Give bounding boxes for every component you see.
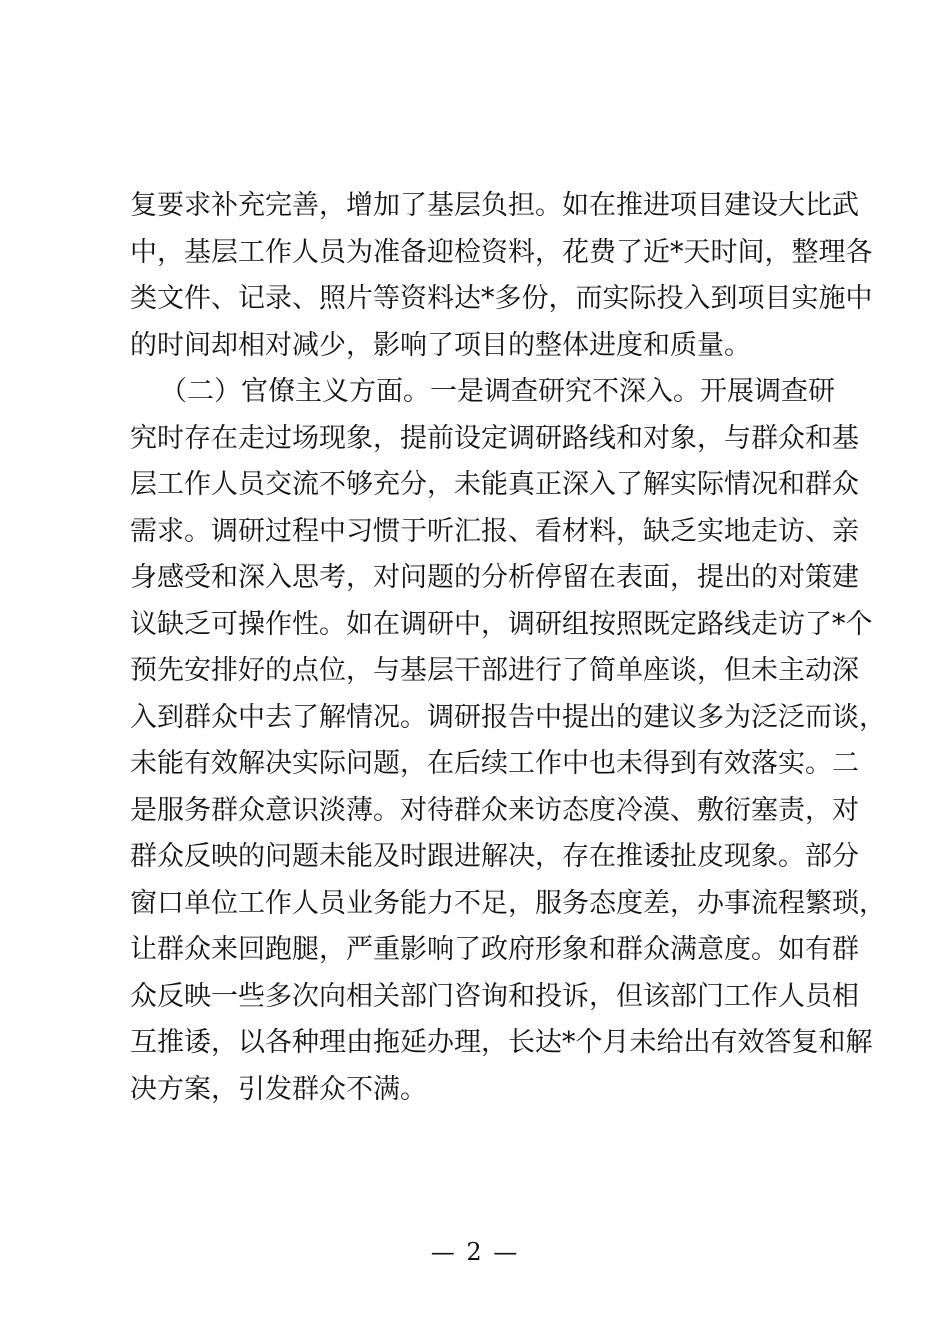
text-line: 未能有效解决实际问题，在后续工作中也未得到有效落实。二 <box>130 748 859 779</box>
text-line: 议缺乏可操作性。如在调研中，调研组按照既定路线走访了*个 <box>130 608 873 640</box>
text-line: 类文件、记录、照片等资料达*多份，而实际投入到项目实施中 <box>130 283 873 314</box>
text-line: 身感受和深入思考，对问题的分析停留在表面，提出的对策建 <box>130 562 859 593</box>
text-line: 互推诿，以各种理由拖延办理，长达*个月未给出有效答复和解 <box>130 1027 873 1058</box>
text-line: 预先安排好的点位，与基层干部进行了简单座谈，但未主动深 <box>130 655 859 686</box>
text-line: 窗口单位工作人员业务能力不足，服务态度差，办事流程繁琐， <box>130 887 886 919</box>
text-line: （二）官僚主义方面。一是调查研究不深入。开展调查研 <box>160 376 835 407</box>
body-text <box>130 183 886 1113</box>
text-line: 是服务群众意识淡薄。对待群众来访态度冷漠、敷衍塞责，对 <box>130 794 859 826</box>
text-line: 决方案，引发群众不满。 <box>130 1073 427 1105</box>
text-line: 入到群众中去了解情况。调研报告中提出的建议多为泛泛而谈， <box>130 701 886 733</box>
text-line: 让群众来回跑腿，严重影响了政府形象和群众满意度。如有群 <box>130 934 859 965</box>
text-line: 究时存在走过场现象，提前设定调研路线和对象，与群众和基 <box>130 422 859 454</box>
text-line: 的时间却相对减少，影响了项目的整体进度和质量。 <box>130 329 751 361</box>
text-line: 群众反映的问题未能及时跟进解决，存在推诿扯皮现象。部分 <box>130 841 859 872</box>
text-line: 复要求补充完善，增加了基层负担。如在推进项目建设大比武 <box>130 190 859 221</box>
text-line: 众反映一些多次向相关部门咨询和投诉，但该部门工作人员相 <box>130 980 859 1012</box>
text-line: 层工作人员交流不够充分，未能真正深入了解实际情况和群众 <box>130 469 859 500</box>
text-line: 中，基层工作人员为准备迎检资料，花费了近*天时间，整理各 <box>130 236 873 268</box>
page-number: — 2 — <box>430 1238 520 1266</box>
text-line: 需求。调研过程中习惯于听汇报、看材料，缺乏实地走访、亲 <box>130 515 859 547</box>
